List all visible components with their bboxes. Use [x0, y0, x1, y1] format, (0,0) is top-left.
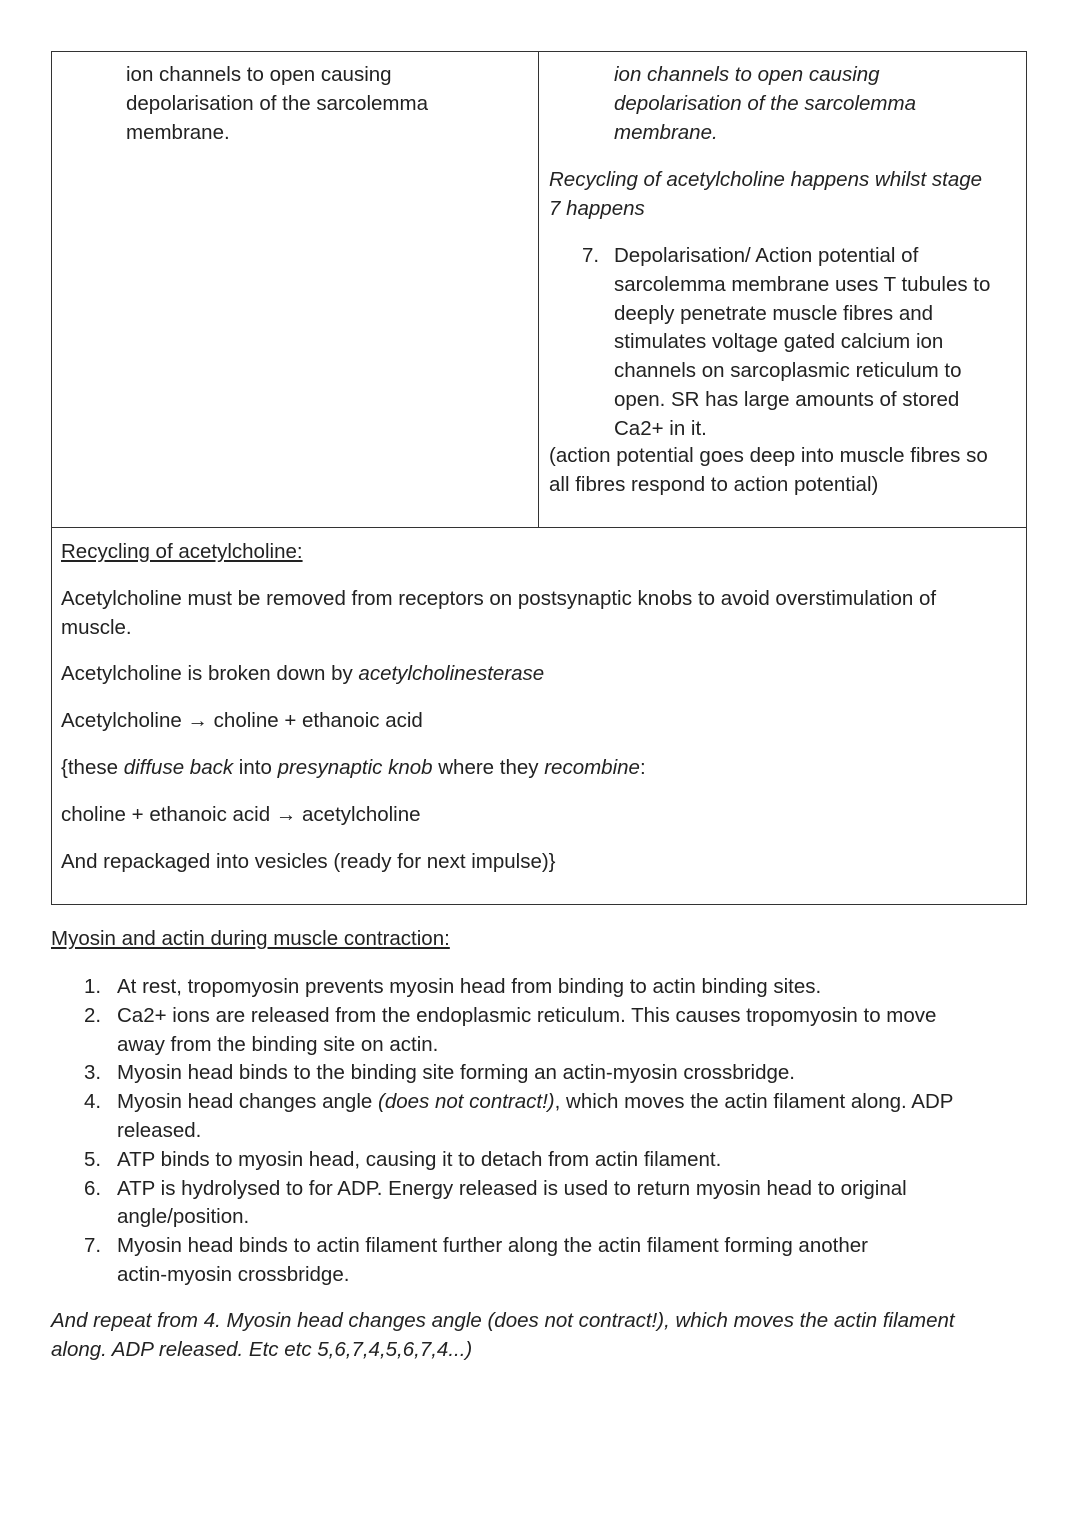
recycling-para-1 — [61, 585, 936, 643]
para3-text: into — [233, 756, 278, 779]
step-number: 3. — [84, 1061, 102, 1085]
para2-prefix: Acetylcholine is broken down by — [61, 662, 359, 685]
step-number: 7. — [84, 1234, 102, 1258]
recycling-para-2 — [61, 660, 544, 689]
left-line: membrane. — [126, 120, 230, 144]
myosin-closing-note — [51, 1307, 955, 1365]
step7-line: Ca2+ in it. — [614, 416, 707, 440]
action-potential-note — [549, 442, 988, 500]
step4-italic: (does not contract!) — [378, 1090, 555, 1114]
step-text: Ca2+ ions are released from the endoplasmic reticulum. This causes tropomyosin to move — [117, 1003, 937, 1027]
step7-line: stimulates voltage gated calcium ion — [614, 330, 944, 354]
step-text — [117, 1088, 953, 1117]
step-text: angle/position. — [117, 1205, 250, 1229]
step-number: 5. — [84, 1147, 102, 1171]
step-text: away from the binding site on actin. — [117, 1032, 439, 1056]
para3-italic: presynaptic knob — [277, 756, 433, 779]
right-italic-line: membrane. — [614, 120, 718, 144]
step-number: 2. — [84, 1003, 102, 1027]
step7-number: 7. — [582, 244, 600, 267]
myosin-heading: Myosin and actin during muscle contraction: — [51, 927, 450, 950]
para3-text: {these — [61, 756, 124, 779]
right-italic-line: ion channels to open causing — [614, 63, 880, 86]
step7-line: open. SR has large amounts of stored — [614, 387, 960, 411]
recycling-para-3 — [61, 754, 646, 783]
left-line: depolarisation of the sarcolemma — [126, 91, 428, 115]
recycling-note-line: Recycling of acetylcholine happens whilst stage — [549, 168, 983, 191]
equation-breakdown: Acetylcholine → choline + ethanoic acid — [61, 709, 423, 732]
step-text: ATP is hydrolysed to for ADP. Energy released is used to return myosin head to original — [117, 1176, 907, 1200]
step-number: 1. — [84, 975, 102, 998]
recycling-para-4: And repackaged into vesicles (ready for next impulse)} — [61, 850, 556, 873]
right-cell-italic-text — [614, 61, 916, 147]
recycling-note-line: 7 happens — [549, 196, 645, 220]
step4-pre: Myosin head changes angle — [117, 1090, 378, 1114]
step7-line: Depolarisation/ Action potential of — [614, 244, 919, 267]
left-cell-text — [126, 61, 428, 147]
step7-line: channels on sarcoplasmic reticulum to — [614, 359, 962, 383]
step7-line: deeply penetrate muscle fibres and — [614, 301, 934, 325]
step4-post: , which moves the actin filament along. ADP — [554, 1090, 954, 1114]
para1-line: muscle. — [61, 615, 132, 639]
action-note-line: (action potential goes deep into muscle fibres so — [549, 444, 988, 467]
para1-line: Acetylcholine must be removed from receptors on postsynaptic knobs to avoid overstimulation of — [61, 587, 937, 610]
closing-line: along. ADP released. Etc etc 5,6,7,4,5,6,7,4...) — [51, 1337, 473, 1361]
step-text: ATP binds to myosin head, causing it to detach from actin filament. — [117, 1147, 722, 1171]
step7-text — [614, 242, 990, 444]
left-line: ion channels to open causing — [126, 63, 392, 86]
step-text: released. — [117, 1118, 202, 1142]
para3-text: where they — [432, 756, 545, 779]
recycling-heading: Recycling of acetylcholine: — [61, 540, 303, 563]
step-text: Myosin head binds to actin filament further along the actin filament forming another — [117, 1234, 868, 1258]
step-text: At rest, tropomyosin prevents myosin head from binding to actin binding sites. — [117, 975, 822, 998]
step-number: 4. — [84, 1090, 102, 1114]
para3-italic: recombine — [544, 756, 640, 779]
step-text: actin-myosin crossbridge. — [117, 1262, 350, 1286]
step-text: Myosin head binds to the binding site forming an actin-myosin crossbridge. — [117, 1061, 795, 1085]
enzyme-name: acetylcholinesterase — [358, 662, 545, 685]
right-italic-line: depolarisation of the sarcolemma — [614, 91, 916, 115]
step7-line: sarcolemma membrane uses T tubules to — [614, 272, 991, 296]
para3-text: : — [639, 756, 646, 779]
step-number: 6. — [84, 1176, 102, 1200]
equation-recombine: choline + ethanoic acid → acetylcholine — [61, 803, 421, 826]
action-note-line: all fibres respond to action potential) — [549, 472, 879, 496]
closing-line: And repeat from 4. Myosin head changes angle (does not contract!), which moves the actin filament — [51, 1309, 955, 1332]
recycling-note — [549, 166, 982, 224]
para3-italic: diffuse back — [123, 756, 234, 779]
